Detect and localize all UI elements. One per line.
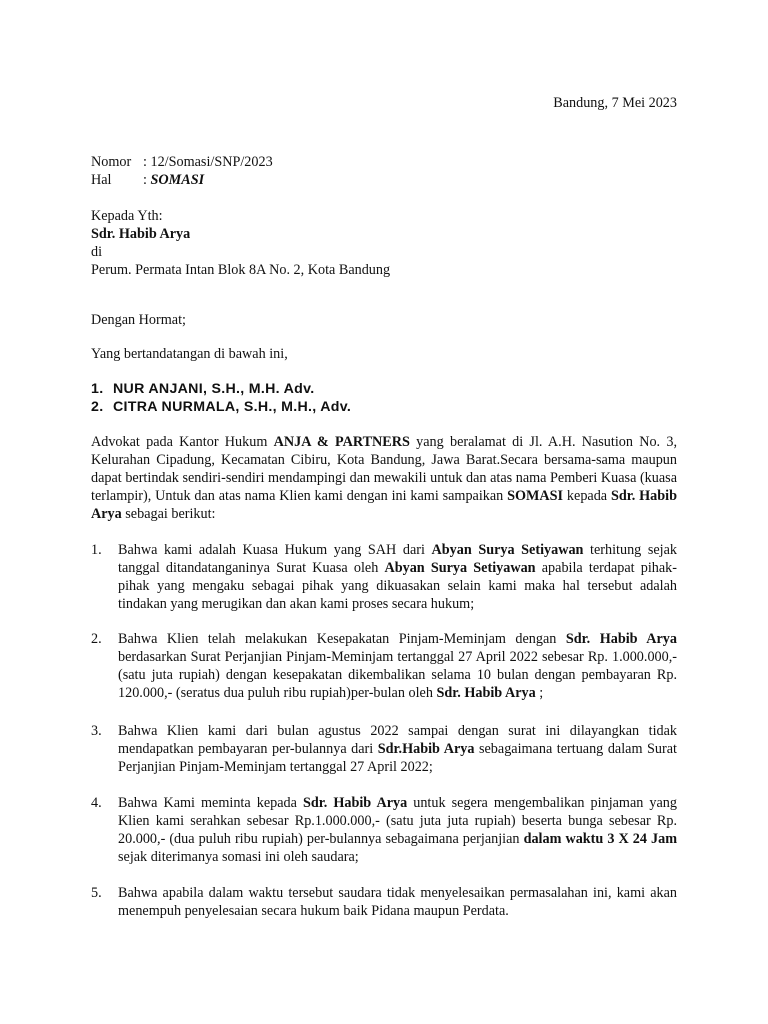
intro-paragraph xyxy=(91,433,677,523)
signatory-item xyxy=(91,398,677,416)
recipient-salutation: Kepada Yth: xyxy=(91,208,163,224)
list-item-number: 5. xyxy=(91,885,102,901)
para-text: sebagai berikut: xyxy=(121,506,216,522)
hal-label: Hal xyxy=(91,172,112,188)
signatory-number: 1. xyxy=(91,381,104,397)
letter-date: Bandung, 7 Mei 2023 xyxy=(553,95,677,111)
list-item-text: Bahwa Kami meminta kepada Sdr. Habib Arya untuk segera mengembalikan pinjaman yang Klien kami serahkan sebesar Rp.1.000.000,- (satu juta juta rupiah) beserta bunga sebesar Rp. 20.000,- (dua puluh ribu rupiah) per-bulannya sebagaimana perjanjian dalam waktu 3 X 24 Jam sejak diterimanya somasi ini oleh saudara; xyxy=(118,795,678,865)
nomor-value: : 12/Somasi/SNP/2023 xyxy=(143,154,273,170)
hal-line xyxy=(91,171,677,189)
list-item-text: Bahwa apabila dalam waktu tersebut saudara tidak menyelesaikan permasalahan ini, kami akan menempuh penyelesaian secara hukum baik Pidana maupun Perdata. xyxy=(118,885,677,919)
recipient-name: Sdr. Habib Arya xyxy=(91,226,191,242)
list-item-text: Bahwa kami adalah Kuasa Hukum yang SAH dari Abyan Surya Setiyawan terhitung sejak tanggal ditandatanganinya Surat Kuasa oleh Abyan Surya Setiyawan apabila terdapat pihak-pihak yang mengaku sebagai pihak yang dikuasakan selain kami maka hal tersebut adalah tindakan yang merugikan dan akan kami proses secara hukum; xyxy=(118,542,677,612)
intro-line: Yang bertandatangan di bawah ini, xyxy=(91,346,288,362)
letter-reference xyxy=(91,153,677,189)
addressee-name: Sdr. Habib Arya xyxy=(91,488,677,522)
hal-value: SOMASI xyxy=(150,172,205,188)
list-item-number: 1. xyxy=(91,542,102,558)
recipient-address: Perum. Permata Intan Blok 8A No. 2, Kota Bandung xyxy=(91,262,391,278)
signatory-name: NUR ANJANI, S.H., M.H. Adv. xyxy=(113,381,315,397)
list-item-number: 3. xyxy=(91,723,102,739)
list-item xyxy=(91,884,677,920)
list-item xyxy=(91,722,677,776)
list-item-text: Bahwa Klien telah melakukan Kesepakatan Pinjam-Meminjam dengan Sdr. Habib Arya berdasarkan Surat Perjanjian Pinjam-Meminjam tertanggal 27 April 2022 sebesar Rp. 1.000.000,- (satu juta rupiah) dengan kesepakatan dikembalikan selama 10 bulan dengan pembayaran Rp. 120.000,- (seratus dua puluh ribu rupiah)per-bulan oleh Sdr. Habib Arya ; xyxy=(118,631,677,701)
greeting: Dengan Hormat; xyxy=(91,312,186,328)
list-item xyxy=(91,541,677,613)
para-text: yang beralamat di Jl. A.H. Nasution No. 3, Kelurahan Cipadung, Kecamatan Cibiru, Kota Bandung, Jawa Barat.Secara bersama-sama maupun dapat bertindak sendiri-sendiri mendampingi dan mewakili untuk dan atas nama Pemberi Kuasa (kuasa terlampir), Untuk dan atas nama Klien kami dengan ini kami sampaikan xyxy=(91,434,677,504)
para-text: kepada xyxy=(563,488,611,504)
recipient-block xyxy=(91,207,677,279)
list-item xyxy=(91,630,677,702)
hal-colon: : xyxy=(143,172,147,188)
para-text: Advokat pada Kantor Hukum xyxy=(91,434,274,450)
nomor-label: Nomor xyxy=(91,154,132,170)
nomor-line xyxy=(91,153,677,171)
list-item-number: 4. xyxy=(91,795,102,811)
list-item-text: Bahwa Klien kami dari bulan agustus 2022 sampai dengan surat ini dilayangkan tidak mendapatkan pembayaran per-bulannya dari Sdr.Habib Arya sebagaimana tertuang dalam Surat Perjanjian Pinjam-Meminjam tertanggal 27 April 2022; xyxy=(118,723,677,775)
recipient-di: di xyxy=(91,244,103,260)
signatory-item xyxy=(91,380,677,398)
signatory-number: 2. xyxy=(91,399,104,415)
signatory-name: CITRA NURMALA, S.H., M.H., Adv. xyxy=(113,399,352,415)
list-item xyxy=(91,794,677,866)
firm-name: ANJA & PARTNERS xyxy=(273,434,410,450)
somasi-word: SOMASI xyxy=(507,488,564,504)
list-item-number: 2. xyxy=(91,631,102,647)
signatory-list xyxy=(91,380,677,416)
